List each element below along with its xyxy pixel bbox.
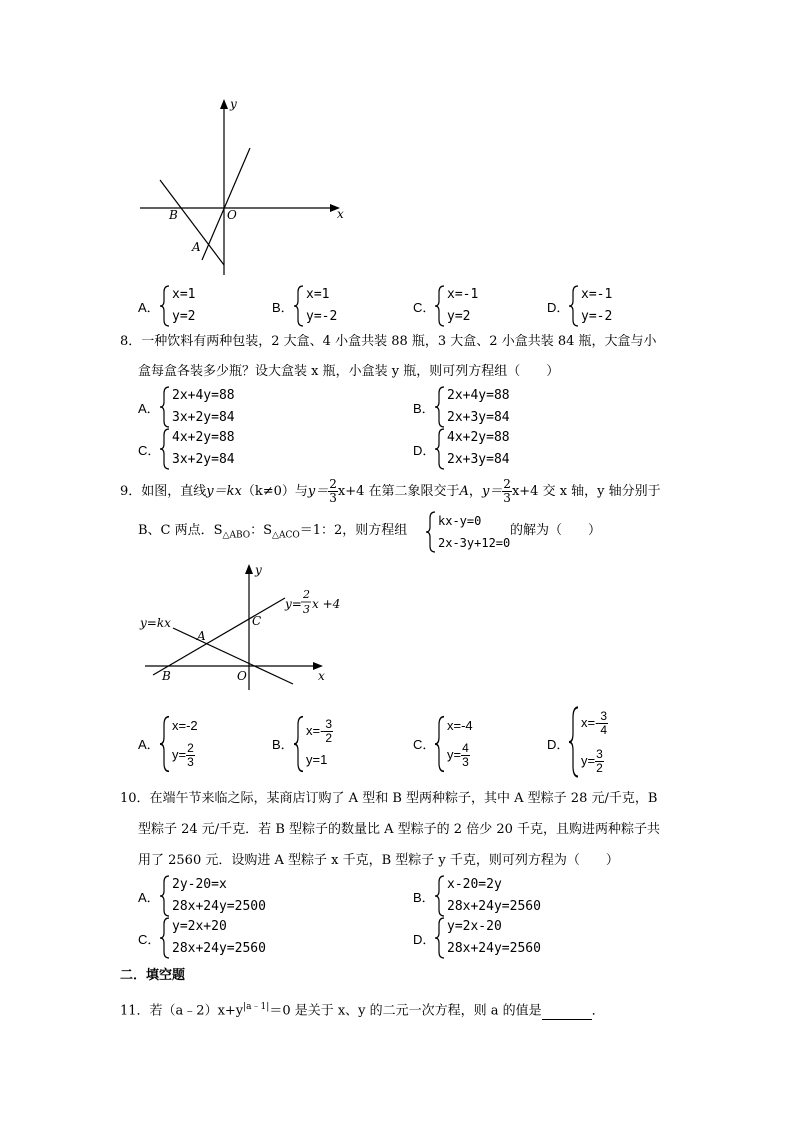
- fig2-label-b: B: [162, 669, 171, 683]
- section-title-fill-in: 二．填空题: [120, 967, 186, 982]
- q8-stem-line2: 盒每盒各装多少瓶？设大盒装 x 瓶，小盒装 y 瓶，则可列方程组（ ）: [138, 364, 560, 379]
- fig2-label-x: x: [318, 669, 325, 683]
- brace-icon: [158, 916, 172, 960]
- fig2-label-a: A: [197, 629, 206, 643]
- fig2-label-line2-b: x +4: [312, 597, 341, 611]
- brace-icon: [158, 874, 172, 918]
- q10-stem-line2: 型粽子 24 元/千克．若 B 型粽子的数量比 A 型粽子的 2 倍少 20 千克，且购进两种粽子共: [138, 822, 660, 837]
- fig1-label-x: x: [337, 207, 344, 221]
- brace-icon: [433, 874, 447, 918]
- fig2-label-y: y: [255, 563, 262, 577]
- figure-q9-graph: [135, 560, 341, 690]
- brace-icon: [433, 714, 447, 774]
- fig2-label-line2-a: y=: [285, 597, 302, 611]
- brace-icon: [433, 284, 447, 328]
- q9-stem-line2: B、C 两点．$S_{\triangle ABO}$：$S_{\triangle ACO}=1$：2，则方程组: [138, 523, 408, 541]
- q10-stem-line1: 10．在端午节来临之际，某商店订购了 A 型和 B 型两种粽子，其中 A 型粽子 28 元/千克，B: [120, 791, 658, 806]
- q10-stem-line3: 用了 2560 元．设购进 A 型粽子 x 千克，B 型粽子 y 千克，则可列方程为（ ）: [138, 853, 619, 868]
- fig1-label-a: A: [192, 240, 201, 254]
- brace-icon: [292, 714, 306, 774]
- brace-icon: [433, 385, 447, 429]
- fraction-two-thirds: $\frac{2}{3}$: [329, 477, 337, 505]
- brace-icon: [433, 427, 447, 471]
- fig2-label-c: C: [252, 614, 262, 628]
- fig1-label-b: B: [169, 208, 178, 222]
- figure-q7-axes: [135, 95, 350, 280]
- fig2-label-frac-num: 2: [303, 588, 310, 601]
- fig1-label-o: O: [227, 208, 237, 222]
- brace-icon: [292, 284, 306, 328]
- brace-icon: [433, 916, 447, 960]
- fraction-two-thirds: $\frac{2}{3}$: [503, 477, 511, 505]
- brace-icon: [158, 427, 172, 471]
- fig2-label-ykx: y=kx: [140, 616, 171, 630]
- q9-stem-line2-tail: 的解为（ ）: [510, 523, 602, 538]
- brace-icon: [158, 284, 172, 328]
- fig2-label-frac-den: 3: [303, 603, 310, 616]
- brace-icon: [567, 284, 581, 328]
- q8-stem-line1: 8．一种饮料有两种包装，2 大盒、4 小盒共装 88 瓶，3 大盒、2 小盒共装 84 瓶，大盒与小: [120, 334, 657, 349]
- fig2-label-o: O: [237, 669, 247, 683]
- brace-icon: [158, 714, 172, 774]
- q11-stem: 11．若$(a﹣2)x+y^{|a﹣1|}=0$ 是关于 x、y 的二元一次方程，则 a 的值是 ．: [120, 1002, 605, 1019]
- q9-stem-line1: 9．如图，直线y＝kx（k≠0）与y＝ $\frac{2}{3}$ x+4 在第二象限交于A，y＝ $\frac{2}{3}$ x+4 交 x 轴，y 轴分别于: [120, 477, 661, 505]
- answer-blank[interactable]: [542, 1005, 592, 1020]
- brace-icon: [567, 704, 581, 780]
- brace-icon: [158, 385, 172, 429]
- fig1-label-y: y: [230, 97, 237, 111]
- brace-icon: [424, 510, 438, 554]
